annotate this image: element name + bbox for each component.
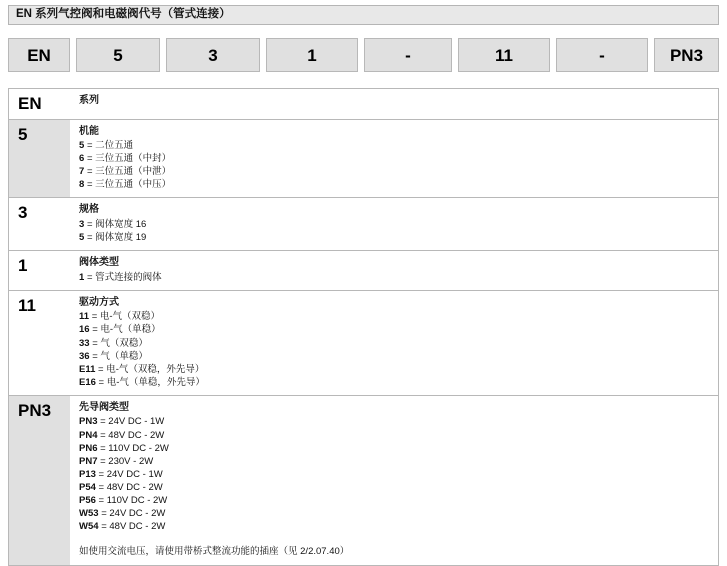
code-segment-6	[556, 38, 648, 72]
legend-key: 11	[9, 291, 71, 395]
legend-line: E11 = 电-气（双稳，外先导）	[79, 363, 205, 375]
legend-heading: 阀体类型	[79, 257, 119, 269]
legend-line: E16 = 电-气（单稳，外先导）	[79, 376, 205, 388]
legend-key: EN	[9, 89, 71, 119]
legend-row	[9, 89, 718, 120]
code-segment-value: PN3	[669, 45, 704, 65]
legend-line: PN7 = 230V - 2W	[79, 455, 154, 467]
legend-heading: 驱动方式	[79, 296, 119, 308]
legend-line: 16 = 电-气（单稳）	[79, 324, 161, 336]
legend-body	[71, 120, 718, 198]
legend-line: P13 = 24V DC - 1W	[79, 468, 163, 480]
legend-line: 7 = 三位五通（中泄）	[79, 166, 172, 178]
legend-line: P54 = 48V DC - 2W	[79, 482, 163, 494]
legend-row	[9, 396, 718, 566]
legend-heading: 先导阀类型	[79, 401, 129, 413]
legend-line: 8 = 三位五通（中压）	[79, 179, 172, 191]
code-legend-table	[8, 88, 719, 566]
legend-body	[71, 89, 718, 119]
legend-line: 33 = 气（双稳）	[79, 337, 148, 349]
code-segment-value: 11	[495, 45, 513, 65]
legend-line: 3 = 阀体宽度 16	[79, 218, 147, 230]
legend-key: 3	[9, 198, 71, 250]
legend-body	[71, 198, 718, 250]
legend-body	[71, 396, 718, 565]
code-segment-value: 3	[208, 45, 218, 65]
legend-row	[9, 291, 718, 396]
order-code-strip	[8, 38, 719, 72]
legend-row	[9, 251, 718, 291]
legend-key: 5	[9, 120, 71, 198]
legend-footnote: 如使用交流电压，请使用带桥式整流功能的插座（见 2/2.07.40）	[79, 546, 350, 558]
legend-line: P56 = 110V DC - 2W	[79, 495, 168, 507]
code-segment-value: -	[405, 45, 411, 65]
code-segment-value: 1	[307, 45, 317, 65]
code-segment-2	[166, 38, 260, 72]
legend-row	[9, 120, 718, 199]
code-segment-7	[654, 38, 719, 72]
legend-heading: 系列	[79, 95, 99, 106]
code-segment-value: 5	[113, 45, 123, 65]
page-title-bar	[8, 5, 719, 25]
code-segment-value: -	[599, 45, 605, 65]
legend-line: W54 = 48V DC - 2W	[79, 521, 166, 533]
code-segment-0	[8, 38, 70, 72]
legend-line: 1 = 管式连接的阀体	[79, 271, 162, 283]
code-segment-5	[458, 38, 550, 72]
legend-body	[71, 251, 718, 290]
legend-line: 5 = 阀体宽度 19	[79, 232, 147, 244]
legend-body	[71, 291, 718, 395]
page-title: EN 系列气控阀和电磁阀代号（管式连接）	[16, 8, 231, 21]
legend-key: 1	[9, 251, 71, 290]
code-segment-3	[266, 38, 358, 72]
legend-key: PN3	[9, 396, 71, 565]
legend-line: W53 = 24V DC - 2W	[79, 508, 166, 520]
code-segment-4	[364, 38, 452, 72]
legend-line: 11 = 电-气（双稳）	[79, 311, 161, 323]
legend-line: 36 = 气（单稳）	[79, 350, 148, 362]
legend-heading: 机能	[79, 125, 99, 137]
legend-line: PN6 = 110V DC - 2W	[79, 442, 169, 454]
code-segment-1	[76, 38, 160, 72]
legend-line: 6 = 三位五通（中封）	[79, 153, 172, 165]
legend-line: 5 = 二位五通	[79, 140, 134, 152]
legend-line: PN4 = 48V DC - 2W	[79, 429, 165, 441]
legend-row	[9, 198, 718, 251]
legend-line: PN3 = 24V DC - 1W	[79, 416, 165, 428]
code-segment-value: EN	[27, 45, 51, 65]
legend-heading: 规格	[79, 204, 99, 216]
